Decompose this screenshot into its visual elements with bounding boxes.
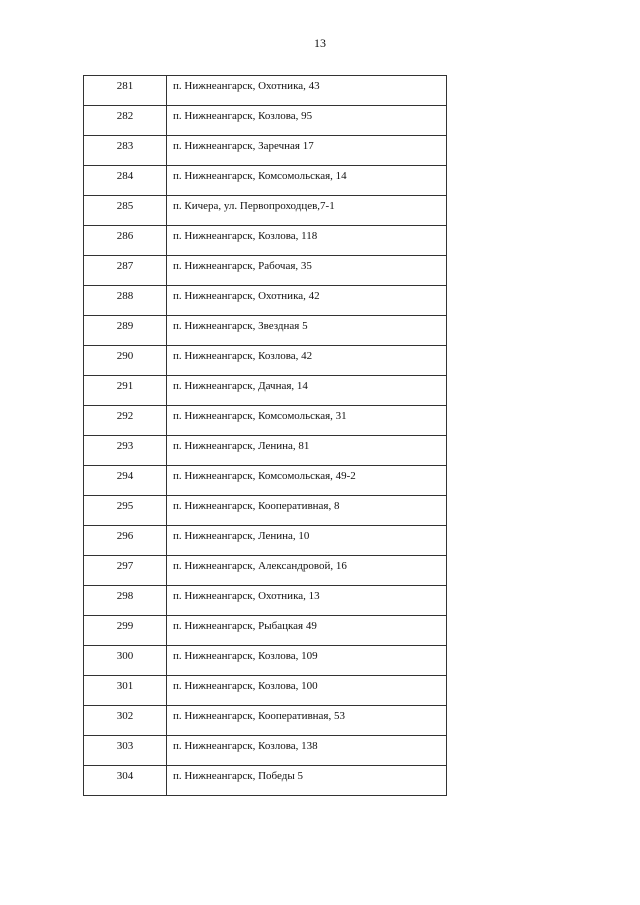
row-number-cell: 281 <box>84 76 167 106</box>
address-cell: п. Нижнеангарск, Дачная, 14 <box>167 376 447 406</box>
table-row <box>84 436 447 466</box>
table-row <box>84 646 447 676</box>
address-cell: п. Нижнеангарск, Ленина, 10 <box>167 526 447 556</box>
address-cell: п. Нижнеангарск, Козлова, 109 <box>167 646 447 676</box>
table-row <box>84 166 447 196</box>
row-number-cell: 297 <box>84 556 167 586</box>
row-number-cell: 286 <box>84 226 167 256</box>
address-cell: п. Нижнеангарск, Козлова, 118 <box>167 226 447 256</box>
row-number-cell: 303 <box>84 736 167 766</box>
row-number-cell: 300 <box>84 646 167 676</box>
table-row <box>84 706 447 736</box>
address-cell: п. Нижнеангарск, Заречная 17 <box>167 136 447 166</box>
row-number-cell: 292 <box>84 406 167 436</box>
address-cell: п. Нижнеангарск, Комсомольская, 49-2 <box>167 466 447 496</box>
address-cell: п. Нижнеангарск, Комсомольская, 14 <box>167 166 447 196</box>
row-number-cell: 291 <box>84 376 167 406</box>
address-cell: п. Нижнеангарск, Козлова, 138 <box>167 736 447 766</box>
row-number-cell: 296 <box>84 526 167 556</box>
table-row <box>84 136 447 166</box>
table-row <box>84 526 447 556</box>
row-number-cell: 294 <box>84 466 167 496</box>
row-number-cell: 285 <box>84 196 167 226</box>
address-cell: п. Нижнеангарск, Кооперативная, 8 <box>167 496 447 526</box>
table-row <box>84 556 447 586</box>
row-number-cell: 282 <box>84 106 167 136</box>
table-row <box>84 736 447 766</box>
address-table <box>83 75 447 796</box>
table-row <box>84 406 447 436</box>
table-row <box>84 616 447 646</box>
table-row <box>84 376 447 406</box>
address-cell: п. Нижнеангарск, Охотника, 43 <box>167 76 447 106</box>
table-row <box>84 676 447 706</box>
address-cell: п. Нижнеангарск, Козлова, 100 <box>167 676 447 706</box>
address-cell: п. Нижнеангарск, Александровой, 16 <box>167 556 447 586</box>
row-number-cell: 293 <box>84 436 167 466</box>
table-row <box>84 766 447 796</box>
address-cell: п. Кичера, ул. Первопроходцев,7-1 <box>167 196 447 226</box>
page-number: 13 <box>314 36 326 50</box>
row-number-cell: 304 <box>84 766 167 796</box>
table-row <box>84 316 447 346</box>
address-cell: п. Нижнеангарск, Охотника, 13 <box>167 586 447 616</box>
row-number-cell: 301 <box>84 676 167 706</box>
table-row <box>84 226 447 256</box>
address-cell: п. Нижнеангарск, Комсомольская, 31 <box>167 406 447 436</box>
address-cell: п. Нижнеангарск, Звездная 5 <box>167 316 447 346</box>
table-row <box>84 496 447 526</box>
address-cell: п. Нижнеангарск, Козлова, 42 <box>167 346 447 376</box>
table-row <box>84 196 447 226</box>
address-cell: п. Нижнеангарск, Козлова, 95 <box>167 106 447 136</box>
table-row <box>84 106 447 136</box>
table-row <box>84 346 447 376</box>
address-cell: п. Нижнеангарск, Победы 5 <box>167 766 447 796</box>
row-number-cell: 302 <box>84 706 167 736</box>
row-number-cell: 289 <box>84 316 167 346</box>
address-cell: п. Нижнеангарск, Кооперативная, 53 <box>167 706 447 736</box>
row-number-cell: 298 <box>84 586 167 616</box>
row-number-cell: 287 <box>84 256 167 286</box>
address-cell: п. Нижнеангарск, Охотника, 42 <box>167 286 447 316</box>
table-row <box>84 256 447 286</box>
address-cell: п. Нижнеангарск, Рыбацкая 49 <box>167 616 447 646</box>
row-number-cell: 290 <box>84 346 167 376</box>
address-cell: п. Нижнеангарск, Рабочая, 35 <box>167 256 447 286</box>
address-cell: п. Нижнеангарск, Ленина, 81 <box>167 436 447 466</box>
row-number-cell: 288 <box>84 286 167 316</box>
table-row <box>84 466 447 496</box>
row-number-cell: 283 <box>84 136 167 166</box>
table-row <box>84 286 447 316</box>
table-row <box>84 76 447 106</box>
address-table-body <box>84 76 447 796</box>
row-number-cell: 295 <box>84 496 167 526</box>
row-number-cell: 299 <box>84 616 167 646</box>
row-number-cell: 284 <box>84 166 167 196</box>
table-row <box>84 586 447 616</box>
